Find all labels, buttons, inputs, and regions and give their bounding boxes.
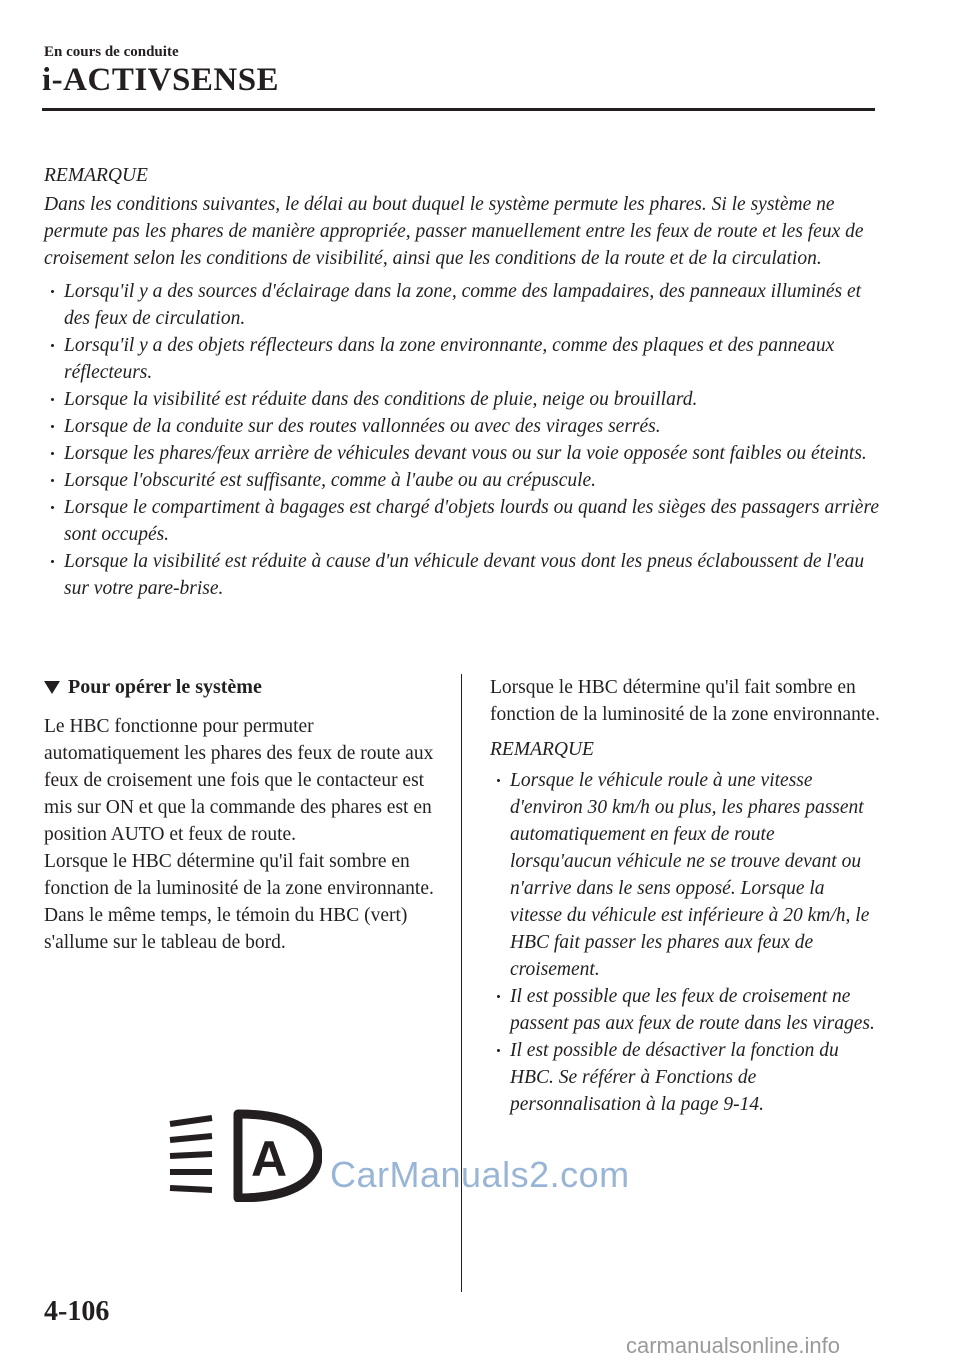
title-divider: [42, 108, 875, 111]
remarque-heading-right: REMARQUE: [490, 739, 594, 760]
page-number: 4-106: [44, 1296, 110, 1327]
list-item: Lorsqu'il y a des sources d'éclairage dans la zone, comme des lampadaires, des panneaux illuminés et des feux de circulation.: [44, 278, 884, 332]
watermark: CarManuals2.com: [330, 1154, 630, 1195]
list-item: Lorsque le véhicule roule à une vitesse d'environ 30 km/h ou plus, les phares passent automatiquement en feux de route lorsqu'aucun véhicule ne se trouve devant ou n'arrive dans le sens opposé. Lorsque la vitesse du véhicule est inférieure à 20 km/h, le HBC fait passer les phares aux feux de croisement.: [490, 767, 880, 983]
operation-paragraph-2: Lorsque le HBC détermine qu'il fait sombre en fonction de la luminosité de la zone environnante. Dans le même temps, le témoin du HBC (vert) s'allume sur le tableau de bord.: [44, 851, 434, 953]
page-title: i-ACTIVSENSE: [42, 62, 280, 98]
section-label: En cours de conduite: [44, 44, 179, 60]
left-column: [44, 674, 444, 956]
list-item: Lorsque le compartiment à bagages est chargé d'objets lourds ou quand les sièges des passagers arrière sont occupés.: [44, 494, 884, 548]
section-heading-text: Pour opérer le système: [68, 676, 262, 698]
triangle-down-icon: [44, 681, 60, 694]
right-paragraph: Lorsque le HBC détermine qu'il fait sombre en fonction de la luminosité de la zone environnante.: [490, 677, 880, 725]
list-item: Lorsqu'il y a des objets réflecteurs dans la zone environnante, comme des plaques et des panneaux réflecteurs.: [44, 332, 884, 386]
list-item: Lorsque la visibilité est réduite à cause d'un véhicule devant vous dont les pneus éclaboussent de l'eau sur votre pare-brise.: [44, 548, 884, 602]
remarque-intro: Dans les conditions suivantes, le délai au bout duquel le système permute les phares. Si le système ne permute pas les phares de manière appropriée, passer manuellement entre les feux de route et les feux de croisement selon les conditions de visibilité, ainsi que les conditions de la route et de la circulation.: [44, 194, 864, 269]
list-item: Lorsque la visibilité est réduite dans des conditions de pluie, neige ou brouillard.: [44, 386, 884, 413]
column-divider: [461, 674, 462, 1292]
operation-paragraph: Le HBC fonctionne pour permuter automatiquement les phares des feux de route aux feux de croisement une fois que le contacteur est mis sur ON et que la commande des phares est en position AUTO et feux de route.: [44, 716, 434, 845]
remarque-bullet-list: [44, 278, 884, 602]
remarque-top-block: [44, 162, 884, 602]
auto-high-beam-indicator-icon: [166, 1106, 322, 1202]
section-heading: [44, 674, 444, 701]
list-item: Lorsque l'obscurité est suffisante, comme à l'aube ou au crépuscule.: [44, 467, 884, 494]
list-item: Lorsque de la conduite sur des routes vallonnées ou avec des virages serrés.: [44, 413, 884, 440]
footer-watermark: carmanualsonline.info: [626, 1333, 841, 1358]
list-item: Lorsque les phares/feux arrière de véhicules devant vous ou sur la voie opposée sont faibles ou éteints.: [44, 440, 884, 467]
right-column: [490, 674, 880, 1118]
list-item: Il est possible de désactiver la fonction du HBC. Se référer à Fonctions de personnalisation à la page 9-14.: [490, 1037, 880, 1118]
svg-text:A: A: [250, 1131, 288, 1187]
list-item: Il est possible que les feux de croisement ne passent pas aux feux de route dans les virages.: [490, 983, 880, 1037]
remarque-heading: REMARQUE: [44, 165, 148, 186]
remarque-right-bullet-list: [490, 767, 880, 1118]
